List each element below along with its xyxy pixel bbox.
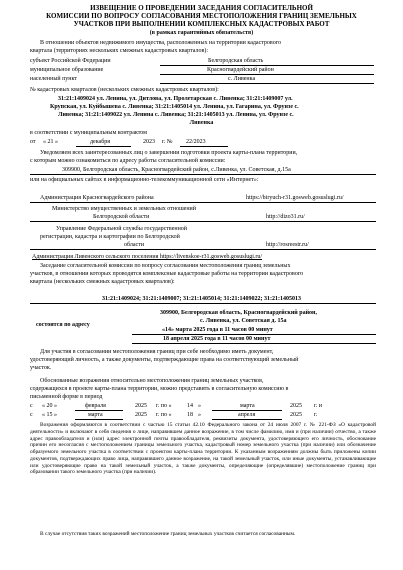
period-1-day-2: 14 bbox=[187, 403, 193, 409]
title-line-2: КОМИССИИ ПО ВОПРОСУ СОГЛАСОВАНИЯ МЕСТОПОЛОЖЕНИЯ ГРАНИЦ ЗЕМЕЛЬНЫХ bbox=[46, 12, 357, 20]
site-2-underline bbox=[30, 221, 376, 222]
period-1-month-2-underline bbox=[212, 410, 282, 411]
subject-value: Белгородская область bbox=[208, 58, 264, 64]
participation-line-2: удостоверяющий личность, а также документы, подтверждающие права на соответствующий земельный bbox=[30, 357, 299, 363]
site-3-underline bbox=[30, 249, 376, 250]
meeting-address-line-1: 309900, Белгородская область, Красногвардейский район, bbox=[160, 310, 318, 316]
objections-line-3: письменной форме в период bbox=[30, 394, 103, 400]
site-1-org: Администрация Красногвардейского района bbox=[40, 195, 154, 201]
period-1-month-1: февраля bbox=[85, 403, 106, 409]
period-2-day-2-close: » bbox=[198, 412, 201, 418]
settlement-underline bbox=[160, 83, 374, 84]
contract-year: 2023 bbox=[143, 139, 155, 145]
meeting-date-1-underline bbox=[132, 334, 376, 335]
period-1-day-2-close: » bbox=[198, 403, 201, 409]
notify-line-1: Уведомляем всех заинтересованных лиц о завершении подготовки проекта карты-плана территории, bbox=[40, 150, 298, 156]
participation-line-3: участок. bbox=[30, 365, 52, 371]
site-2-org-line-1: Министерство имущественных и земельных отношений bbox=[52, 206, 196, 212]
contract-number-underline bbox=[180, 146, 228, 147]
municipal-underline bbox=[160, 74, 374, 75]
legal-text: Возражения оформляются в соответствии с частью 15 статьи 42.10 Федерального закона от 24 июля 2007 г. № 221-ФЗ «О кадастровой деятельности» и включают в себя сведения о лице, направившем данное возражение, в том числе фамилию, имя и (при наличии) отчество, а также адрес правообладателя и (или) адрес электронной почты правообладателя, реквизиты документа, удостоверяющего его личность, обоснование причин его несогласия с местоположением границы земельного участка, кадастровый номер земельного участка (при наличии) или обозначение образуемого земельного участка в соответствии с проектом карты-плана территории. К указанным возражениям должны быть приложены копии документов, подтверждающих право лица, направившего данное возражение, на такой земельный участок, или иные документы, устанавливающие или удостоверяющие право на такой земельный участок, а также документы, определяющие (определявшие) местоположение границ при образовании такого земельного участка (при наличии). bbox=[30, 422, 376, 476]
meeting-date-2-underline bbox=[132, 343, 376, 344]
contract-day: « 21 » bbox=[43, 139, 58, 145]
settlement-value: с. Ливенка bbox=[228, 76, 256, 82]
period-2-from: с bbox=[30, 412, 33, 418]
period-2-to: г. по « bbox=[156, 412, 172, 418]
period-1-to: г. по « bbox=[156, 403, 172, 409]
period-1-year-2: 2025 bbox=[290, 403, 302, 409]
period-1-month-1-underline bbox=[75, 410, 123, 411]
subject-underline bbox=[160, 65, 374, 66]
period-2-day-1: « 15 » bbox=[42, 412, 57, 418]
meeting-address-line-2: с. Ливенка, ул. Советская д. 15а bbox=[200, 318, 287, 324]
site-3-org-line-3: области bbox=[124, 242, 145, 248]
notify-line-2: с которым можно ознакомиться по адресу работы согласительной комиссии: bbox=[30, 158, 226, 164]
objections-line-1: Обоснованные возражения относительно местоположения границ земельных участков, bbox=[40, 378, 264, 384]
commission-address: 309900, Белгородская область, Красногвардейский район, с.Ливенка, ул. Советская, д.15а bbox=[62, 167, 291, 173]
objections-line-2: содержащихся в проекте карты-плана территории, можно представить в согласительную комиссию в bbox=[30, 386, 289, 392]
period-1-suffix: г. и bbox=[314, 403, 322, 409]
site-2-url[interactable]: http://dizo31.ru/ bbox=[266, 214, 305, 220]
period-1-year-1: 2025 bbox=[135, 403, 147, 409]
settlement-label: населенный пункт bbox=[30, 76, 77, 82]
intro-line-1: В отношении объектов недвижимого имущества, расположенных на территории кадастрового bbox=[40, 40, 282, 46]
period-1-day-1: « 20 » bbox=[42, 403, 57, 409]
site-3-url[interactable]: http://rosreestr.ru/ bbox=[266, 242, 309, 248]
quarters-short-underline bbox=[30, 303, 376, 304]
commission-line-3: квартала (нескольких смежных кадастровых кварталов): bbox=[30, 279, 175, 285]
period-2-year-2: 2025 bbox=[290, 412, 302, 418]
site-3-org-line-1: Управление Федеральной службы государственной bbox=[56, 226, 187, 232]
meeting-date-1: «14» марта 2025 года в 11 часов 00 минут bbox=[162, 327, 273, 333]
site-2-org-line-2: Белгородской области bbox=[93, 214, 150, 220]
meeting-date-2: 18 апреля 2025 года в 11 часов 00 минут bbox=[163, 336, 271, 342]
notify-line-3: или на официальных сайтах в информационно-телекоммуникационной сети «Интернет»: bbox=[30, 177, 259, 183]
period-2-month-2: апреля bbox=[238, 412, 256, 418]
contract-month-underline bbox=[76, 146, 131, 147]
period-2-day-2: 18 bbox=[187, 412, 193, 418]
contract-from: от bbox=[30, 139, 36, 145]
period-2-month-1: марта bbox=[88, 412, 103, 418]
footer-text: В случае отсутствия таких возражений местоположение границ земельных участков считается согласованным. bbox=[40, 531, 296, 537]
contract-month: декабря bbox=[90, 139, 111, 145]
period-1-from: с bbox=[30, 403, 33, 409]
quarters-line-4: Ливенка bbox=[189, 120, 214, 126]
commission-line-1: Заседание согласительной комиссии по вопросу согласования местоположения границ земельных bbox=[40, 263, 291, 269]
subject-label: субъект Российской Федерации bbox=[30, 58, 111, 64]
title-line-3: УЧАСТКОВ ПРИ ВЫПОЛНЕНИИ КОМПЛЕКСНЫХ КАДАСТРОВЫХ РАБОТ bbox=[73, 20, 330, 28]
municipal-value: Красногвардейский район bbox=[207, 67, 274, 73]
quarters-label: № кадастровых кварталов (нескольких смежных кадастровых кварталов): bbox=[30, 87, 219, 93]
title-line-1: ИЗВЕЩЕНИЕ О ПРОВЕДЕНИИ ЗАСЕДАНИЯ СОГЛАСИТЕЛЬНОЙ bbox=[90, 4, 313, 12]
livenka-admin-site[interactable]: Администрация Ливенского сельского поселения https://livenskoe-r31.gosweb.gosuslugi.ru/ bbox=[32, 254, 263, 260]
quarters-line-2: Крупская, ул. Куйбышева с. Ливенка; 31:21:1405014 ул. Ленина, ул. Гагарина, ул. Фрунзе с. bbox=[50, 104, 299, 110]
contract-line: в соответствии с муниципальным контрактом bbox=[30, 130, 147, 136]
contract-year-suffix: г. № bbox=[162, 139, 173, 145]
municipal-label: муниципальное образование bbox=[30, 67, 104, 73]
site-3-org-line-2: регистрации, кадастра и картографии по Белгородской bbox=[40, 234, 180, 240]
period-2-suffix: г. bbox=[314, 412, 318, 418]
contract-number: 22/2023 bbox=[186, 139, 206, 145]
commission-line-2: участков, в отношении которых проводятся комплексные кадастровые работы на территории кадастрового bbox=[30, 271, 304, 277]
site-1-underline bbox=[30, 202, 376, 203]
title-line-4: (в рамках гарантийных обязательств) bbox=[149, 30, 254, 36]
participation-line-1: Для участия в согласовании местоположения границ при себе необходимо иметь документ, bbox=[40, 349, 274, 355]
quarters-line-3: Ливенка; 31:21:1409022 ул. Ленина с. Ливенка; 31:21:1405013 ул. Ленина, ул. Фрунзе с. bbox=[58, 112, 294, 118]
period-2-year-1: 2025 bbox=[135, 412, 147, 418]
commission-address-underline bbox=[30, 174, 376, 175]
quarters-short: 31:21:1409024; 31:21:1409007; 31:21:1405014; 31:21:1409022; 31:21:1405013 bbox=[102, 296, 301, 302]
period-2-month-1-underline bbox=[75, 419, 123, 420]
quarters-line-1: 31:21:1409024 ул. Ленина, ул. Дитлова, ул. Пролетарская с. Ливенка; 31:21:1409007 ул. bbox=[58, 96, 293, 102]
site-1-url[interactable]: https://biryuch-r31.gosweb.gosuslugi.ru/ bbox=[246, 195, 344, 201]
period-2-month-2-underline bbox=[212, 419, 282, 420]
meeting-label: состоится по адресу bbox=[36, 322, 90, 328]
period-1-month-2: марта bbox=[240, 403, 255, 409]
intro-line-2: квартала (территориях нескольких смежных кадастровых кварталов): bbox=[30, 48, 208, 54]
